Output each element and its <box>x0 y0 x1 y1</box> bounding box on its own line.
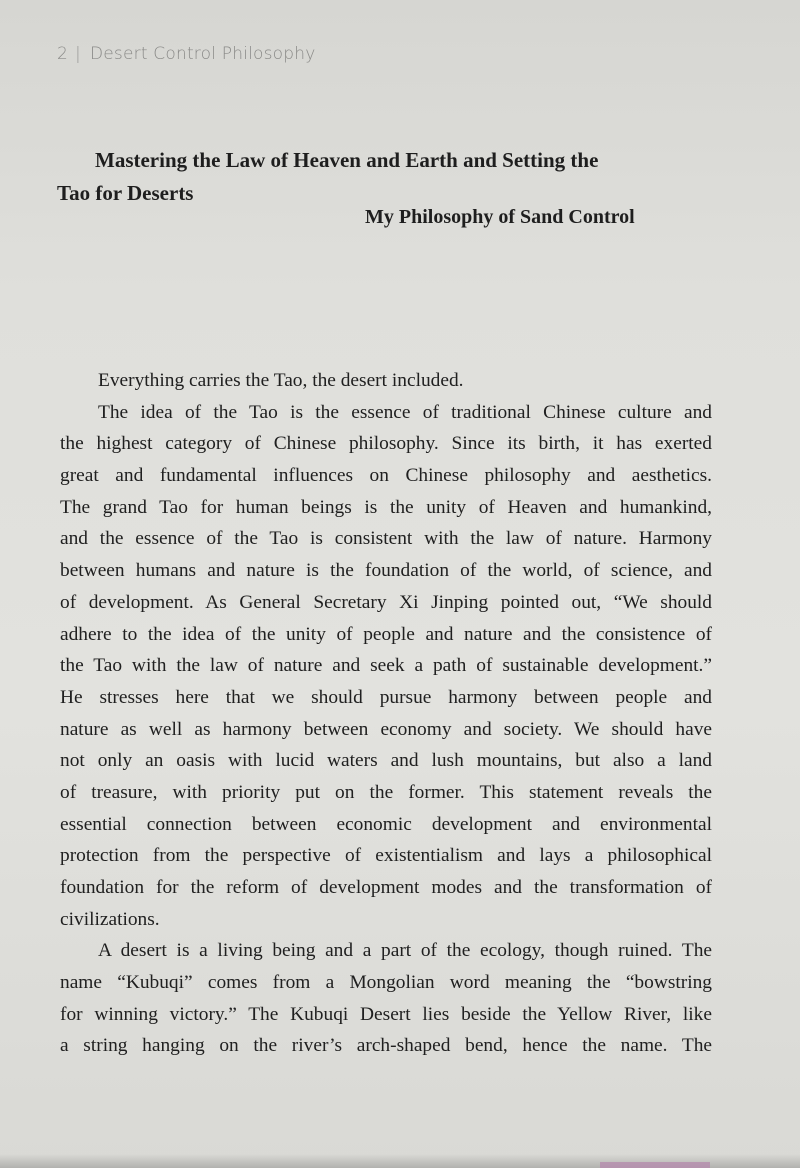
paragraph-line: protection from the perspective of existentialism and lays a philosophical <box>60 845 712 867</box>
paragraph-line: not only an oasis with lucid waters and lush mountains, but also a land <box>60 750 712 772</box>
paragraph-line: The grand Tao for human beings is the unity of Heaven and humankind, <box>60 496 712 518</box>
paragraph-line: civilizations. <box>60 908 160 930</box>
chapter-title-line-1: Mastering the Law of Heaven and Earth and Setting the <box>95 148 599 172</box>
chapter-title <box>57 144 727 210</box>
paragraph-line: between humans and nature is the foundation of the world, of science, and <box>60 560 712 582</box>
paragraph-line: and the essence of the Tao is consistent with the law of nature. Harmony <box>60 528 712 550</box>
paragraph-line: the Tao with the law of nature and seek a path of sustainable development.” <box>60 655 712 677</box>
chapter-subtitle: My Philosophy of Sand Control <box>365 206 635 228</box>
book-title: Desert Control Philosophy <box>89 44 316 64</box>
paragraph-line: great and fundamental influences on Chinese philosophy and aesthetics. <box>60 465 712 487</box>
page-number: 2 <box>57 44 69 64</box>
page-bottom-accent <box>600 1162 710 1168</box>
paragraph-line: the highest category of Chinese philosophy. Since its birth, it has exerted <box>60 433 712 455</box>
paragraph-line: nature as well as harmony between economy and society. We should have <box>60 718 712 740</box>
paragraph-line: foundation for the reform of development modes and the transformation of <box>60 877 712 898</box>
paragraph-line: essential connection between economic development and environmental <box>60 813 712 835</box>
running-head <box>57 44 316 64</box>
paragraph-line: of treasure, with priority put on the former. This statement reveals the <box>60 781 712 803</box>
paragraph-line: He stresses here that we should pursue harmony between people and <box>60 686 712 708</box>
paragraph-line: Everything carries the Tao, the desert included. <box>98 370 464 391</box>
body-text <box>60 365 712 1062</box>
paragraph-line: of development. As General Secretary Xi Jinping pointed out, “We should <box>60 591 712 613</box>
header-separator: | <box>75 44 81 64</box>
paragraph-line: a string hanging on the river’s arch-shaped bend, hence the name. The <box>60 1035 712 1057</box>
paragraph-line: The idea of the Tao is the essence of traditional Chinese culture and <box>98 401 712 423</box>
chapter-title-line-2: Tao for Deserts <box>57 181 194 205</box>
paragraph-line: adhere to the idea of the unity of people and nature and the consistence of <box>60 623 712 645</box>
paragraph-line: name “Kubuqi” comes from a Mongolian word meaning the “bowstring <box>60 972 712 994</box>
paragraph-line: A desert is a living being and a part of the ecology, though ruined. The <box>98 940 712 962</box>
paragraph-line: for winning victory.” The Kubuqi Desert lies beside the Yellow River, like <box>60 1003 712 1025</box>
